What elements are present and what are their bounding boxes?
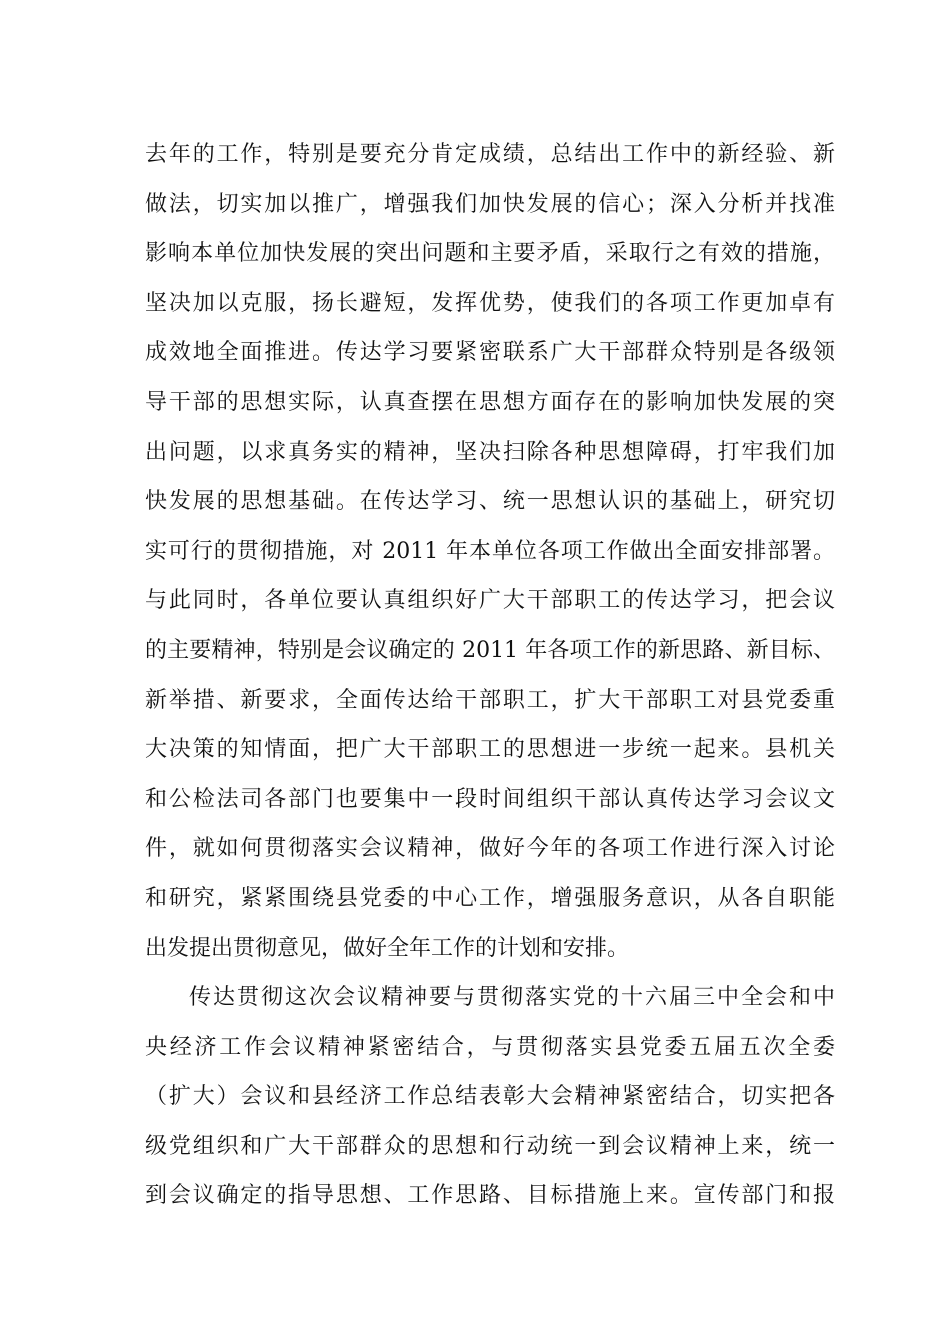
text-line: 去年的工作，特别是要充分肯定成绩，总结出工作中的新经验、新 [145, 142, 835, 167]
text-line: 出问题，以求真务实的精神，坚决扫除各种思想障碍，打牢我们加 [145, 439, 835, 465]
text-line: 导干部的思想实际，认真查摆在思想方面存在的影响加快发展的突 [145, 389, 835, 415]
text-line: 成效地全面推进。传达学习要紧密联系广大干部群众特别是各级领 [145, 340, 835, 366]
text-line: 和研究，紧紧围绕县党委的中心工作，增强服务意识，从各自职能 [145, 885, 835, 911]
text-line: 和公检法司各部门也要集中一段时间组织干部认真传达学习会议文 [145, 786, 835, 812]
text-line: 出发提出贯彻意见，做好全年工作的计划和安排。 [145, 935, 630, 961]
text-line: 级党组织和广大干部群众的思想和行动统一到会议精神上来，统一 [145, 1133, 835, 1159]
text-line: 大决策的知情面，把广大干部职工的思想进一步统一起来。县机关 [145, 737, 835, 763]
text-line: 做法，切实加以推广，增强我们加快发展的信心；深入分析并找准 [145, 191, 835, 217]
text-line: （扩大）会议和县经济工作总结表彰大会精神紧密结合，切实把各 [145, 1084, 835, 1110]
text-line: 央经济工作会议精神紧密结合，与贯彻落实县党委五届五次全委 [145, 1034, 835, 1060]
text-line: 实可行的贯彻措施，对 2011 年本单位各项工作做出全面安排部署。 [145, 538, 835, 564]
text-line: 影响本单位加快发展的突出问题和主要矛盾，采取行之有效的措施， [145, 241, 835, 267]
text-line: 件，就如何贯彻落实会议精神，做好今年的各项工作进行深入讨论 [145, 836, 835, 862]
text-line: 的主要精神，特别是会议确定的 2011 年各项工作的新思路、新目标、 [145, 637, 835, 663]
text-line: 与此同时，各单位要认真组织好广大干部职工的传达学习，把会议 [145, 588, 835, 614]
paragraph-first-line: 传达贯彻这次会议精神要与贯彻落实党的十六届三中全会和中 [189, 985, 835, 1011]
text-line: 坚决加以克服，扬长避短，发挥优势，使我们的各项工作更加卓有 [145, 290, 835, 316]
text-line: 到会议确定的指导思想、工作思路、目标措施上来。宣传部门和报 [145, 1183, 835, 1209]
text-line: 新举措、新要求，全面传达给干部职工，扩大干部职工对县党委重 [145, 687, 835, 713]
document-body [145, 130, 835, 1221]
text-line: 快发展的思想基础。在传达学习、统一思想认识的基础上，研究切 [145, 489, 835, 515]
